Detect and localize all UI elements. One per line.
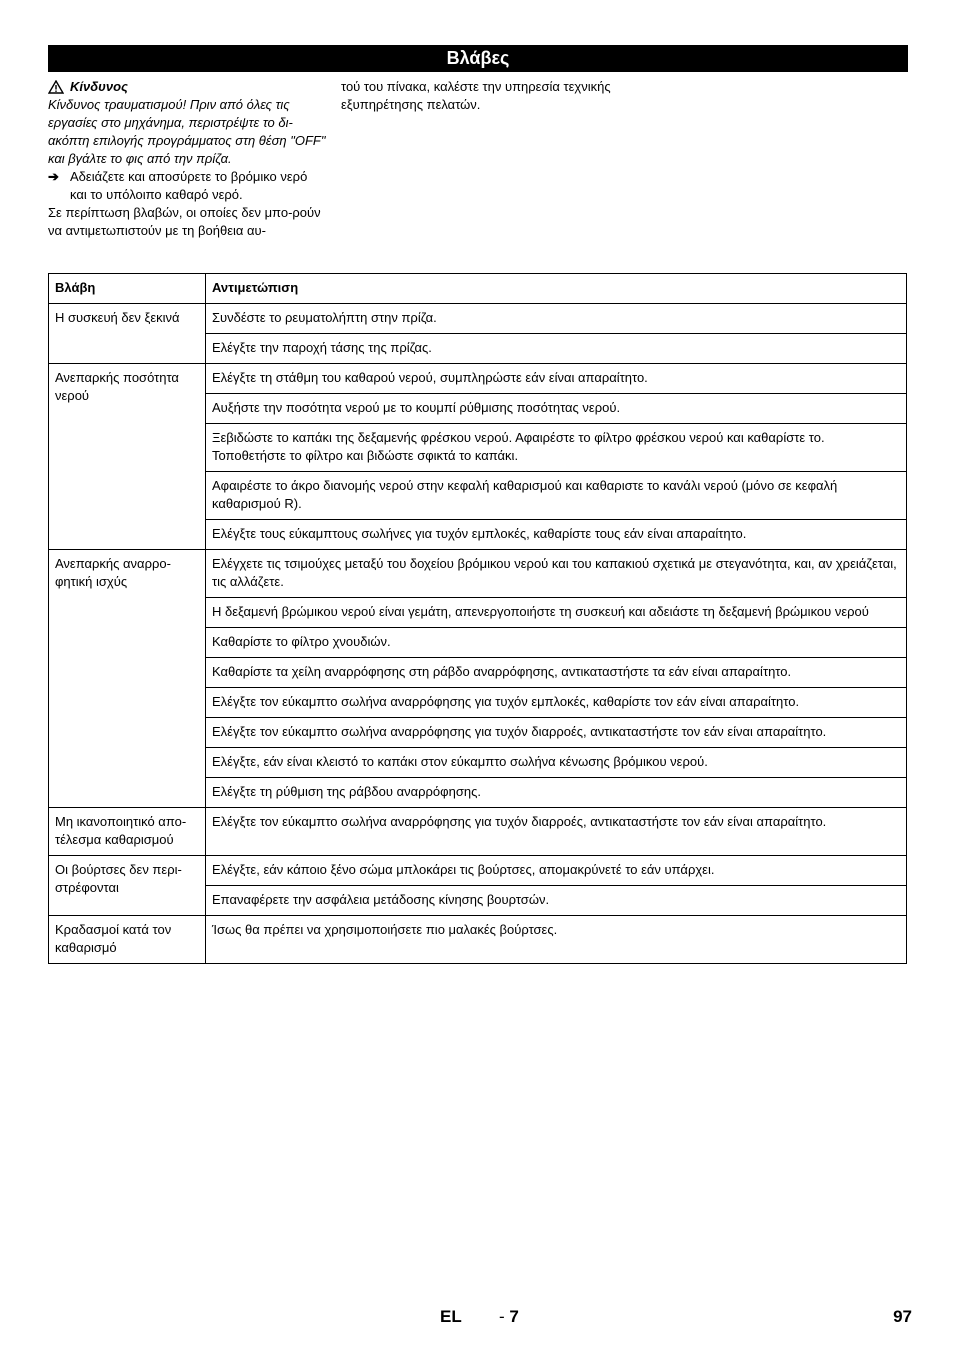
table-row <box>49 304 907 334</box>
arrow-right-icon: ➔ <box>48 169 59 184</box>
remedy-cell: Αφαιρέστε το άκρο διανομής νερού στην κεφαλή καθαρισμού και καθαριστε το κανάλι νερού (μόνο σε κεφαλή καθαρισμού R). <box>206 472 907 520</box>
footer-local-number: 7 <box>509 1307 519 1326</box>
danger-text: Κίνδυνος τραυματισμού! Πριν από όλες τις εργασίες στο μηχάνημα, περιστρέψτε το δι-ακόπτη επιλογής προγράμματος στη θέση "OFF" και βγάλτε το φις από την πρίζα. <box>48 97 326 166</box>
fault-cell: Η συσκευή δεν ξεκινά <box>49 304 206 364</box>
remedy-cell: Ελέγξτε τον εύκαμπτο σωλήνα αναρρόφησης για τυχόν διαρροές, αντικαταστήστε τον εάν είναι απαραίτητο. <box>206 808 907 856</box>
header-fault: Βλάβη <box>49 274 206 304</box>
remedy-cell: Συνδέστε το ρευματολήπτη στην πρίζα. <box>206 304 907 334</box>
remedy-cell: Ελέγξτε τον εύκαμπτο σωλήνα αναρρόφησης για τυχόν διαρροές, αντικαταστήστε τον εάν είναι απαραίτητο. <box>206 718 907 748</box>
fault-cell: Μη ικανοποιητικό απο-τέλεσμα καθαρισμού <box>49 808 206 856</box>
remedy-cell: Καθαρίστε το φίλτρο χνουδιών. <box>206 628 907 658</box>
right-column <box>341 78 619 114</box>
left-column <box>48 78 326 240</box>
table-row <box>49 856 907 886</box>
fault-cell: Ανεπαρκής ποσότητα νερού <box>49 364 206 550</box>
fault-cell: Κραδασμοί κατά τον καθαρισμό <box>49 916 206 964</box>
fault-cell: Οι βούρτσες δεν περι-στρέφονται <box>49 856 206 916</box>
intro-text-right: τού του πίνακα, καλέστε την υπηρεσία τεχνικής εξυπηρέτησης πελατών. <box>341 79 611 112</box>
remedy-cell: Ελέγξτε τη ρύθμιση της ράβδου αναρρόφησης. <box>206 778 907 808</box>
table-row <box>49 916 907 964</box>
warning-triangle-icon <box>48 80 64 94</box>
fault-table <box>48 273 907 964</box>
fault-cell: Ανεπαρκής αναρρο-φητική ισχύς <box>49 550 206 808</box>
remedy-cell: Ελέγξτε, εάν είναι κλειστό το καπάκι στον εύκαμπτο σωλήνα κένωσης βρόμικου νερού. <box>206 748 907 778</box>
remedy-cell: Ελέγξτε τους εύκαμπτους σωλήνες για τυχόν εμπλοκές, καθαρίστε τους εάν είναι απαραίτητο. <box>206 520 907 550</box>
table-row <box>49 550 907 598</box>
remedy-cell: Ελέγξτε τον εύκαμπτο σωλήνα αναρρόφησης για τυχόν εμπλοκές, καθαρίστε τον εάν είναι απαραίτητο. <box>206 688 907 718</box>
action-step <box>48 168 326 204</box>
danger-heading <box>48 78 326 96</box>
remedy-cell: Ελέγχετε τις τσιμούχες μεταξύ του δοχείου βρόμικου νερού και του καπακιού σχετικά με στεγανότητα, και, αν χρειάζεται, τις αλλάζετε. <box>206 550 907 598</box>
remedy-cell: Ελέγξτε τη στάθμη του καθαρού νερού, συμπληρώστε εάν είναι απαραίτητο. <box>206 364 907 394</box>
intro-text-left: Σε περίπτωση βλαβών, οι οποίες δεν μπο-ρούν να αντιμετωπιστούν με τη βοήθεια αυ- <box>48 205 321 238</box>
footer-local-page <box>499 1307 519 1327</box>
action-text: Αδειάζετε και αποσύρετε το βρόμικο νερό και το υπόλοιπο καθαρό νερό. <box>70 169 308 202</box>
remedy-cell: Ίσως θα πρέπει να χρησιμοποιήσετε πιο μαλακές βούρτσες. <box>206 916 907 964</box>
footer-dash: - <box>499 1307 505 1326</box>
remedy-cell: Αυξήστε την ποσότητα νερού με το κουμπί ρύθμισης ποσότητας νερού. <box>206 394 907 424</box>
header-remedy: Αντιμετώπιση <box>206 274 907 304</box>
table-row <box>49 808 907 856</box>
danger-label: Κίνδυνος <box>70 79 128 94</box>
remedy-cell: Η δεξαμενή βρώμικου νερού είναι γεμάτη, απενεργοποιήστε τη συσκευή και αδειάστε τη δεξαμενή βρώμικου νερού <box>206 598 907 628</box>
remedy-cell: Ελέγξτε, εάν κάποιο ξένο σώμα μπλοκάρει τις βούρτσες, απομακρύνετέ το εάν υπάρχει. <box>206 856 907 886</box>
remedy-cell: Ξεβιδώστε το καπάκι της δεξαμενής φρέσκου νερού. Αφαιρέστε το φίλτρο φρέσκου νερού και καθαρίστε το. Τοποθετήστε το φίλτρο και βιδώστε σφικτά το καπάκι. <box>206 424 907 472</box>
remedy-cell: Επαναφέρετε την ασφάλεια μετάδοσης κίνησης βουρτσών. <box>206 886 907 916</box>
footer-page-number: 97 <box>893 1307 912 1326</box>
fault-table-body <box>49 304 907 964</box>
table-header-row <box>49 274 907 304</box>
section-title: Βλάβες <box>48 45 908 72</box>
remedy-cell: Ελέγξτε την παροχή τάσης της πρίζας. <box>206 334 907 364</box>
table-row <box>49 364 907 394</box>
footer-language: EL <box>440 1307 462 1326</box>
remedy-cell: Καθαρίστε τα χείλη αναρρόφησης στη ράβδο αναρρόφησης, αντικαταστήστε τα εάν είναι απαραίτητο. <box>206 658 907 688</box>
